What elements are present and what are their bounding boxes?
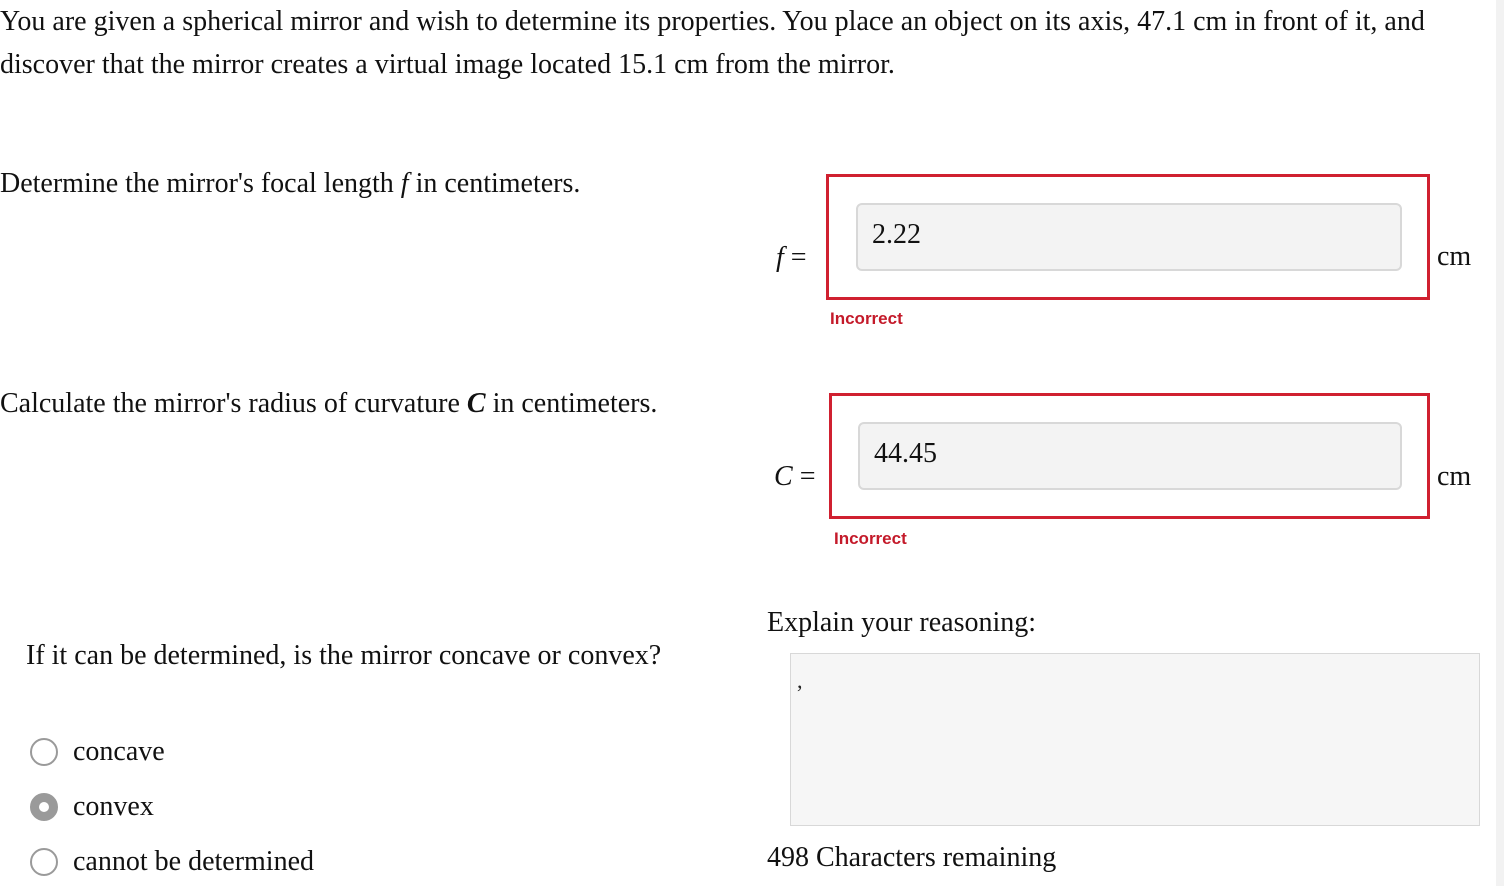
radius-question-variable: C xyxy=(466,388,486,419)
radius-input[interactable]: 44.45 xyxy=(858,422,1402,490)
focal-question-suffix: in centimeters. xyxy=(408,168,581,199)
focal-length-input[interactable]: 2.22 xyxy=(856,203,1402,271)
radius-eq-sign: = xyxy=(792,461,816,492)
option-cannot-be-determined-label[interactable]: cannot be determined xyxy=(73,846,315,877)
focal-feedback: Incorrect xyxy=(830,309,903,328)
radius-eq-variable: C xyxy=(774,461,793,492)
focal-eq-variable: f xyxy=(776,242,784,273)
problem-statement: You are given a spherical mirror and wish to determine its properties. You place an object on its axis, 47.1 cm in front of it, and discover that the mirror creates a virtual image located 15.1 cm from the mirror. xyxy=(0,6,1425,80)
focal-length-question xyxy=(0,167,580,201)
radius-feedback: Incorrect xyxy=(834,529,907,548)
radius-unit: cm xyxy=(1437,461,1472,492)
mirror-type-question: If it can be determined, is the mirror concave or convex? xyxy=(26,640,662,671)
focal-unit: cm xyxy=(1437,241,1472,272)
radius-question-text: Calculate the mirror's radius of curvature xyxy=(0,388,467,419)
focal-question-variable: f xyxy=(400,168,409,199)
radius-question xyxy=(0,387,657,421)
option-concave-label[interactable]: concave xyxy=(73,736,165,767)
option-convex[interactable] xyxy=(30,790,154,824)
option-convex-label[interactable]: convex xyxy=(73,791,154,822)
option-cannot-be-determined[interactable] xyxy=(30,845,314,879)
radio-convex[interactable] xyxy=(30,793,58,821)
radio-cannot-be-determined[interactable] xyxy=(30,848,58,876)
focal-equation-label xyxy=(776,243,807,273)
option-concave[interactable] xyxy=(30,735,165,769)
radius-equation-label xyxy=(774,462,815,492)
focal-question-text: Determine the mirror's focal length xyxy=(0,168,401,199)
radio-concave[interactable] xyxy=(30,738,58,766)
scrollbar[interactable] xyxy=(1496,0,1504,886)
characters-remaining: 498 Characters remaining xyxy=(767,842,1057,873)
radius-question-suffix: in centimeters. xyxy=(485,388,658,419)
focal-eq-sign: = xyxy=(783,242,807,273)
explain-label: Explain your reasoning: xyxy=(767,607,1037,638)
reasoning-textarea[interactable]: , xyxy=(790,653,1480,826)
